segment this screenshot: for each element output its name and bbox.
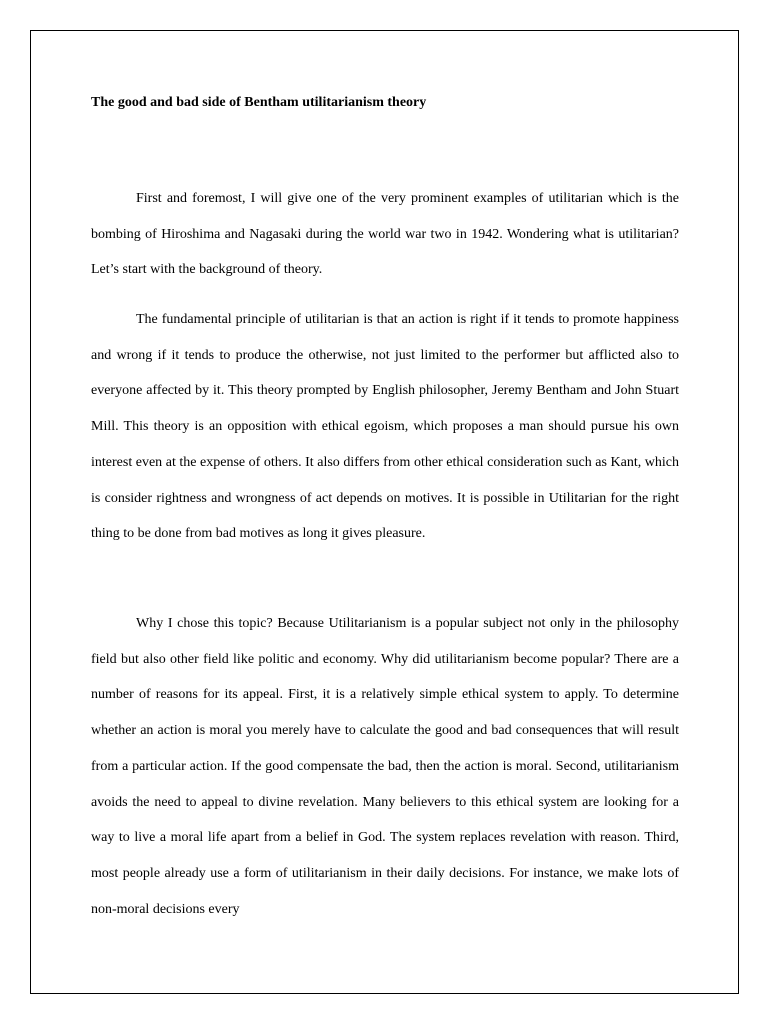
- paragraph-principle: [91, 302, 679, 552]
- paragraph-text: First and foremost, I will give one of the very prominent examples of utilitarian which is the bombing of Hiroshima and Nagasaki during the world war two in 1942. Wondering what is utilitarian? Let’s start with the background of theory.: [91, 191, 679, 278]
- paragraph-topic-choice: [91, 606, 679, 927]
- paragraph-text: Why I chose this topic? Because Utilitarianism is a popular subject not only in the philosophy field but also other field like politic and economy. Why did utilitarianism become popular? There are a number of reasons for its appeal. First, it is a relatively simple ethical system to apply. To determine whether an action is moral you merely have to calculate the good and bad consequences that will result from a particular action. If the good compensate the bad, then the action is moral. Second, utilitarianism avoids the need to appeal to divine revelation. Many believers to this ethical system are looking for a way to live a moral life apart from a belief in God. The system replaces revelation with reason. Third, most people already use a form of utilitarianism in their daily decisions. For instance, we make lots of non-moral decisions every: [91, 616, 679, 917]
- paragraph-text: The fundamental principle of utilitarian is that an action is right if it tends to promote happiness and wrong if it tends to produce the otherwise, not just limited to the performer but afflicted also to everyone affected by it. This theory prompted by English philosopher, Jeremy Bentham and John Stuart Mill. This theory is an opposition with ethical egoism, which proposes a man should pursue his own interest even at the expense of others. It also differs from other ethical consideration such as Kant, which is consider rightness and wrongness of act depends on motives. It is possible in Utilitarian for the right thing to be done from bad motives as long it gives pleasure.: [91, 312, 679, 542]
- document-page: [30, 30, 739, 994]
- paragraph-intro: [91, 181, 679, 288]
- document-title: The good and bad side of Bentham utilitarianism theory: [91, 95, 427, 110]
